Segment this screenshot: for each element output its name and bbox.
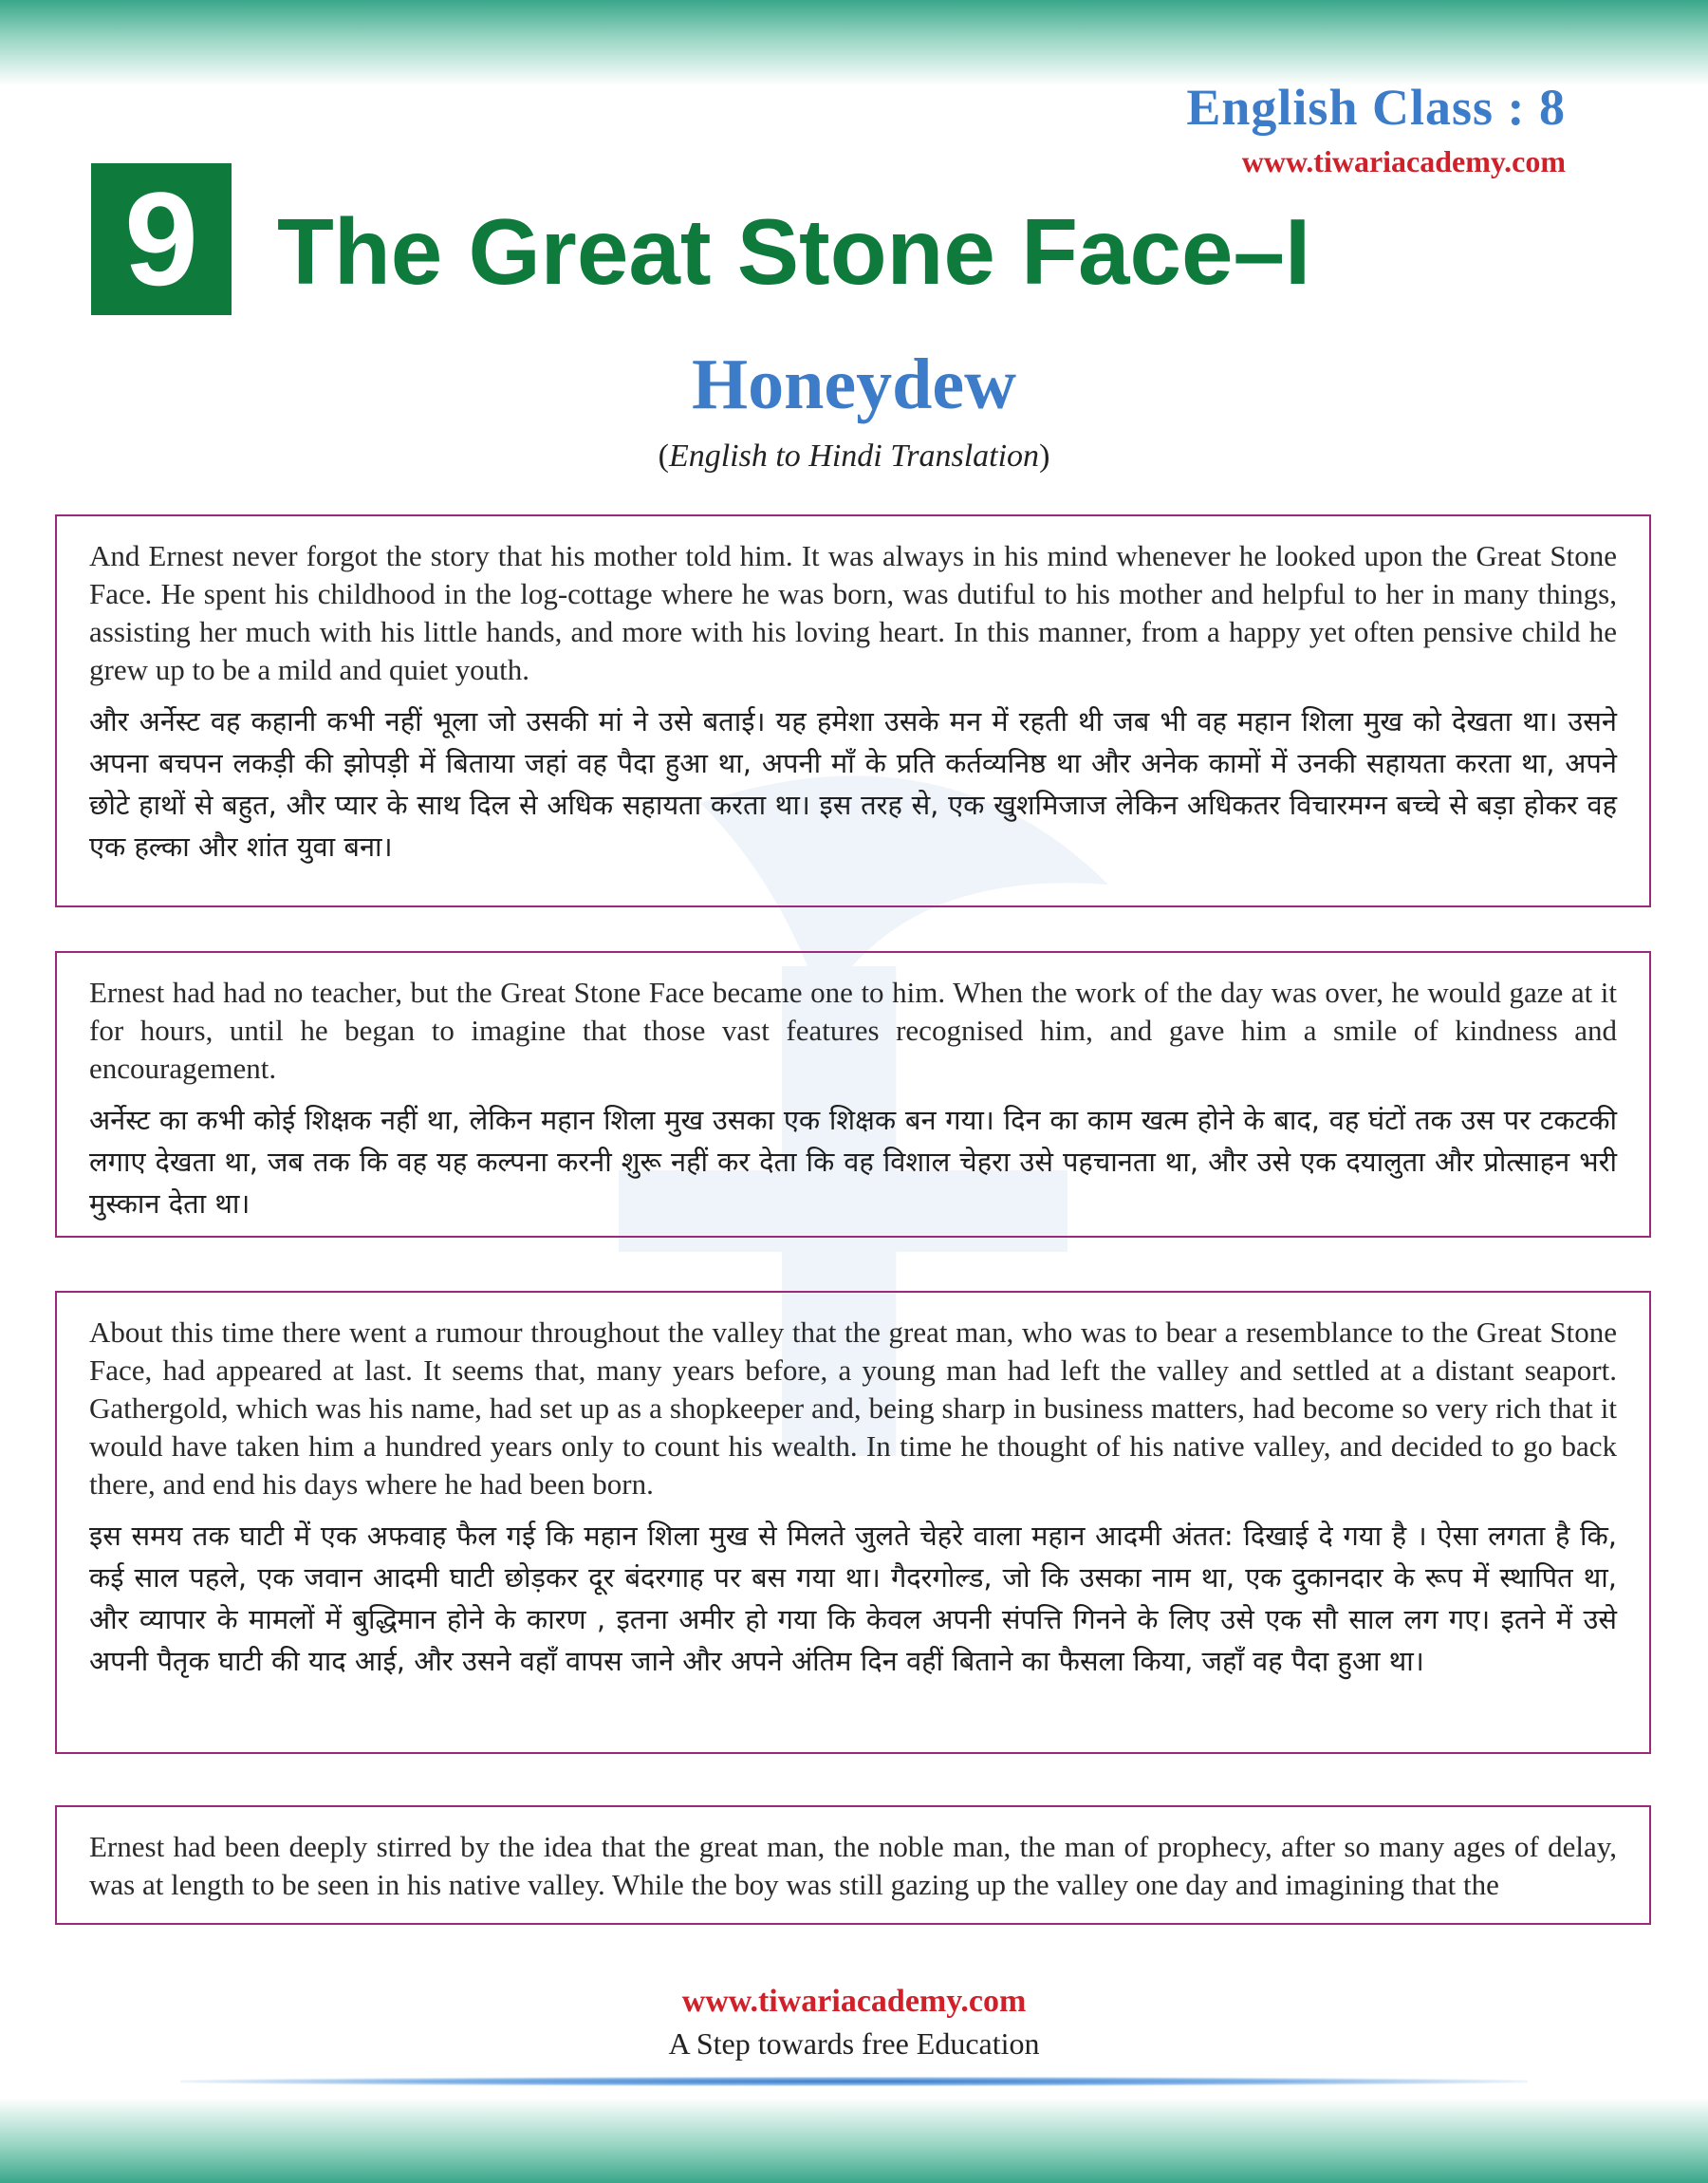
passage-box-2 — [55, 951, 1651, 1238]
subtitle — [0, 438, 1708, 475]
chapter-number-badge: 9 — [91, 163, 232, 315]
subtitle-open-paren: ( — [658, 438, 669, 474]
passage-english: And Ernest never forgot the story that his mother told him. It was always in his mind whenever he looked upon the Great Stone Face. He spent his childhood in the log-cottage where he was born, was dutiful to his mother and helpful to her in many things, assisting her much with his little hands, and more with his loving heart. In this manner, from a happy yet often pensive child he grew up to be a mild and quiet youth. — [89, 539, 1617, 686]
chapter-title: The Great Stone Face–I — [277, 199, 1311, 304]
footer-divider — [180, 2077, 1528, 2086]
subtitle-close-paren: ) — [1039, 438, 1050, 474]
footer-tagline: A Step towards free Education — [668, 2026, 1040, 2061]
book-title: Honeydew — [692, 345, 1016, 424]
passage-hindi: इस समय तक घाटी में एक अफवाह फैल गई कि महान शिला मुख से मिलते जुलते चेहरे वाला महान आदमी अंतत: दिखाई दे गया है । ऐसा लगता है कि, कई साल पहले, एक जवान आदमी घाटी छोड़कर दूर बंदरगाह पर बस गया था। गैदरगोल्ड, जो कि उसका नाम था, एक दुकानदार के रूप में स्थापित था, और व्यापार के मामलों में बुद्धिमान होने के कारण , इतना अमीर हो गया कि केवल अपनी संपत्ति गिनने के लिए उसे एक सौ साल लग गए। इतने में उसे अपनी पैतृक घाटी की याद आई, और उसने वहाँ वापस जाने और अपने अंतिम दिन वहीं बिताने का फैसला किया, जहाँ वह पैदा हुआ था। — [89, 1520, 1617, 1677]
passage-hindi: और अर्नेस्ट वह कहानी कभी नहीं भूला जो उसकी मां ने उसे बताई। यह हमेशा उसके मन में रहती थी जब भी वह महान शिला मुख को देखता था। उसने अपना बचपन लकड़ी की झोपड़ी में बिताया जहां वह पैदा हुआ था, अपनी माँ के प्रति कर्तव्यनिष्ठ था और अनेक कामों में उनकी सहायता करता था, अपने छोटे हाथों से बहुत, और प्यार के साथ दिल से अधिक सहायता करता था। इस तरह से, एक खुशमिजाज लेकिन अधिकतर विचारमग्न बच्चे से बड़ा होकर वह एक हल्का और शांत युवा बना। — [89, 705, 1617, 863]
passage-box-1 — [55, 514, 1651, 907]
footer-website-link[interactable]: www.tiwariacademy.com — [681, 1984, 1027, 2019]
passage-box-4 — [55, 1805, 1651, 1925]
top-gradient-band — [0, 0, 1708, 85]
passage-english: About this time there went a rumour throughout the valley that the great man, who was to bear a resemblance to the Great Stone Face, had appeared at last. It seems that, many years before, a young man had left the valley and settled at a distant seaport. Gathergold, which was his name, had set up as a shopkeeper and, being sharp in business matters, had become so very rich that it would have taken him a hundred years only to count his wealth. In time he thought of his native valley, and decided to go back there, and end his days where he had been born. — [89, 1315, 1617, 1501]
passage-english: Ernest had been deeply stirred by the idea that the great man, the noble man, the man of prophecy, after so many ages of delay, was at length to be seen in his native valley. While the boy was still gazing up the valley one day and imagining that the — [89, 1830, 1617, 1901]
passage-english: Ernest had had no teacher, but the Great Stone Face became one to him. When the work of the day was over, he would gaze at it for hours, until he began to imagine that those vast features recognised him, and gave him a smile of kindness and encouragement. — [89, 976, 1617, 1085]
header-website-link[interactable]: www.tiwariacademy.com — [1241, 144, 1566, 178]
bottom-gradient-band — [0, 2098, 1708, 2183]
subtitle-text: English to Hindi Translation — [668, 438, 1040, 474]
passage-box-3 — [55, 1291, 1651, 1754]
class-label: English Class : 8 — [1186, 79, 1566, 136]
passage-hindi: अर्नेस्ट का कभी कोई शिक्षक नहीं था, लेकिन महान शिला मुख उसका एक शिक्षक बन गया। दिन का काम खत्म होने के बाद, वह घंटों तक उस पर टकटकी लगाए देखता था, जब तक कि वह यह कल्पना करनी शुरू नहीं कर देता कि वह विशाल चेहरा उसे पहचानता था, और उसे एक दयालुता और प्रोत्साहन भरी मुस्कान देता था। — [89, 1104, 1617, 1220]
